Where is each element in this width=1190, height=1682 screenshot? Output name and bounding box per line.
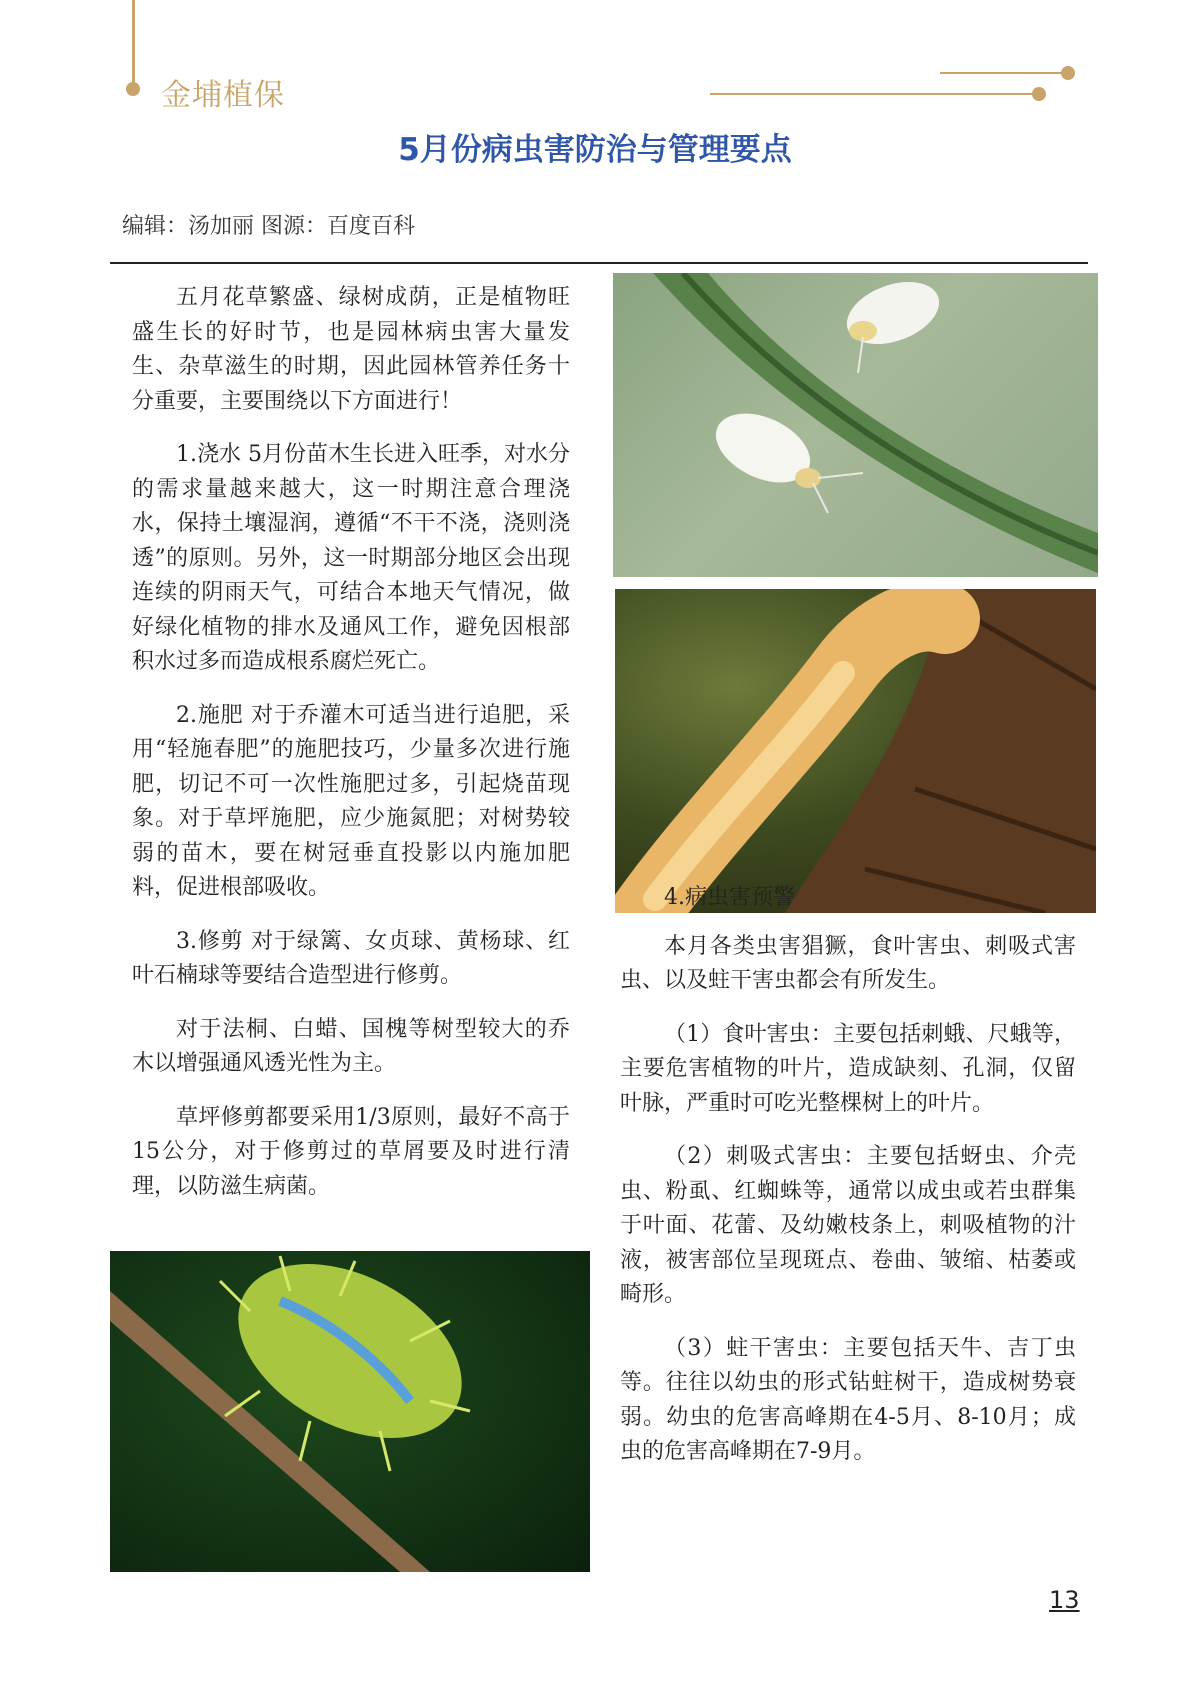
header-dot-bottom xyxy=(1032,87,1046,101)
intro-paragraph: 五月花草繁盛、绿树成荫，正是植物旺盛生长的好时节，也是园林病虫害大量发生、杂草滋生的时期，因此园林管养任务十分重要，主要围绕以下方面进行！ xyxy=(132,285,570,414)
watering-paragraph: 1.浇水 5月份苗木生长进入旺季，对水分的需求量越来越大，这一时期注意合理浇水，保持土壤湿润，遵循“不干不浇，浇则浇透”的原则。另外，这一时期部分地区会出现连续的阴雨天气，可结合本地天气情况，做好绿化植物的排水及通风工作，避免因根部积水过多而造成根系腐烂死亡。 xyxy=(132,442,570,674)
caterpillar-photo xyxy=(110,1251,590,1572)
header-dot-left xyxy=(126,82,140,96)
header-rule-top xyxy=(940,72,1068,74)
right-column xyxy=(620,885,1076,1489)
header-dot-top xyxy=(1061,66,1075,80)
fertilizing-paragraph: 2.施肥 对于乔灌木可适当进行追肥，采用“轻施春肥”的施肥技巧，少量多次进行施肥，切记不可一次性施肥过多，引起烧苗现象。对于草坪施肥，应少施氮肥；对树势较弱的苗木，要在树冠垂直投影以内施加肥料，促进根部吸收。 xyxy=(132,702,570,900)
grub-photo xyxy=(615,589,1096,913)
pest-warning-heading: 4.病虫害预警 xyxy=(664,885,795,910)
page-number: 13 xyxy=(1049,1586,1080,1614)
sucking-pest-paragraph: （2）刺吸式害虫：主要包括蚜虫、介壳虫、粉虱、红蜘蛛等，通常以成虫或若虫群集于叶面、花蕾、及幼嫩枝条上，刺吸植物的汁液，被害部位呈现斑点、卷曲、皱缩、枯萎或畸形。 xyxy=(620,1144,1076,1307)
lawn-paragraph: 草坪修剪都要采用1/3原则，最好不高于15公分，对于修剪过的草屑要及时进行清理，以防滋生病菌。 xyxy=(132,1104,570,1199)
header-vertical-line xyxy=(132,0,135,90)
title-divider xyxy=(110,262,1088,264)
borer-pest-paragraph: （3）蛀干害虫：主要包括天牛、吉丁虫等。往往以幼虫的形式钻蛀树干，造成树势衰弱。幼虫的危害高峰期在4-5月、8-10月；成虫的危害高峰期在7-9月。 xyxy=(620,1335,1076,1464)
leaf-eating-pest-paragraph: （1）食叶害虫：主要包括刺蛾、尺蛾等，主要危害植物的叶片，造成缺刻、孔洞，仅留叶脉，严重时可吃光整棵树上的叶片。 xyxy=(620,1021,1076,1116)
pruning-paragraph: 3.修剪 对于绿篱、女贞球、黄杨球、红叶石楠球等要结合造型进行修剪。 xyxy=(132,928,570,988)
byline: 编辑：汤加丽 图源：百度百科 xyxy=(122,214,415,239)
brand-label: 金埔植保 xyxy=(161,78,285,113)
left-column xyxy=(132,281,570,1223)
large-tree-paragraph: 对于法桐、白蜡、国槐等树型较大的乔木以增强通风透光性为主。 xyxy=(132,1016,570,1076)
pest-overview-paragraph: 本月各类虫害猖獗，食叶害虫、刺吸式害虫、以及蛀干害虫都会有所发生。 xyxy=(620,933,1076,993)
whitefly-photo xyxy=(613,273,1098,577)
article-title: 5月份病虫害防治与管理要点 xyxy=(398,132,792,168)
header-rule-bottom xyxy=(710,93,1040,95)
